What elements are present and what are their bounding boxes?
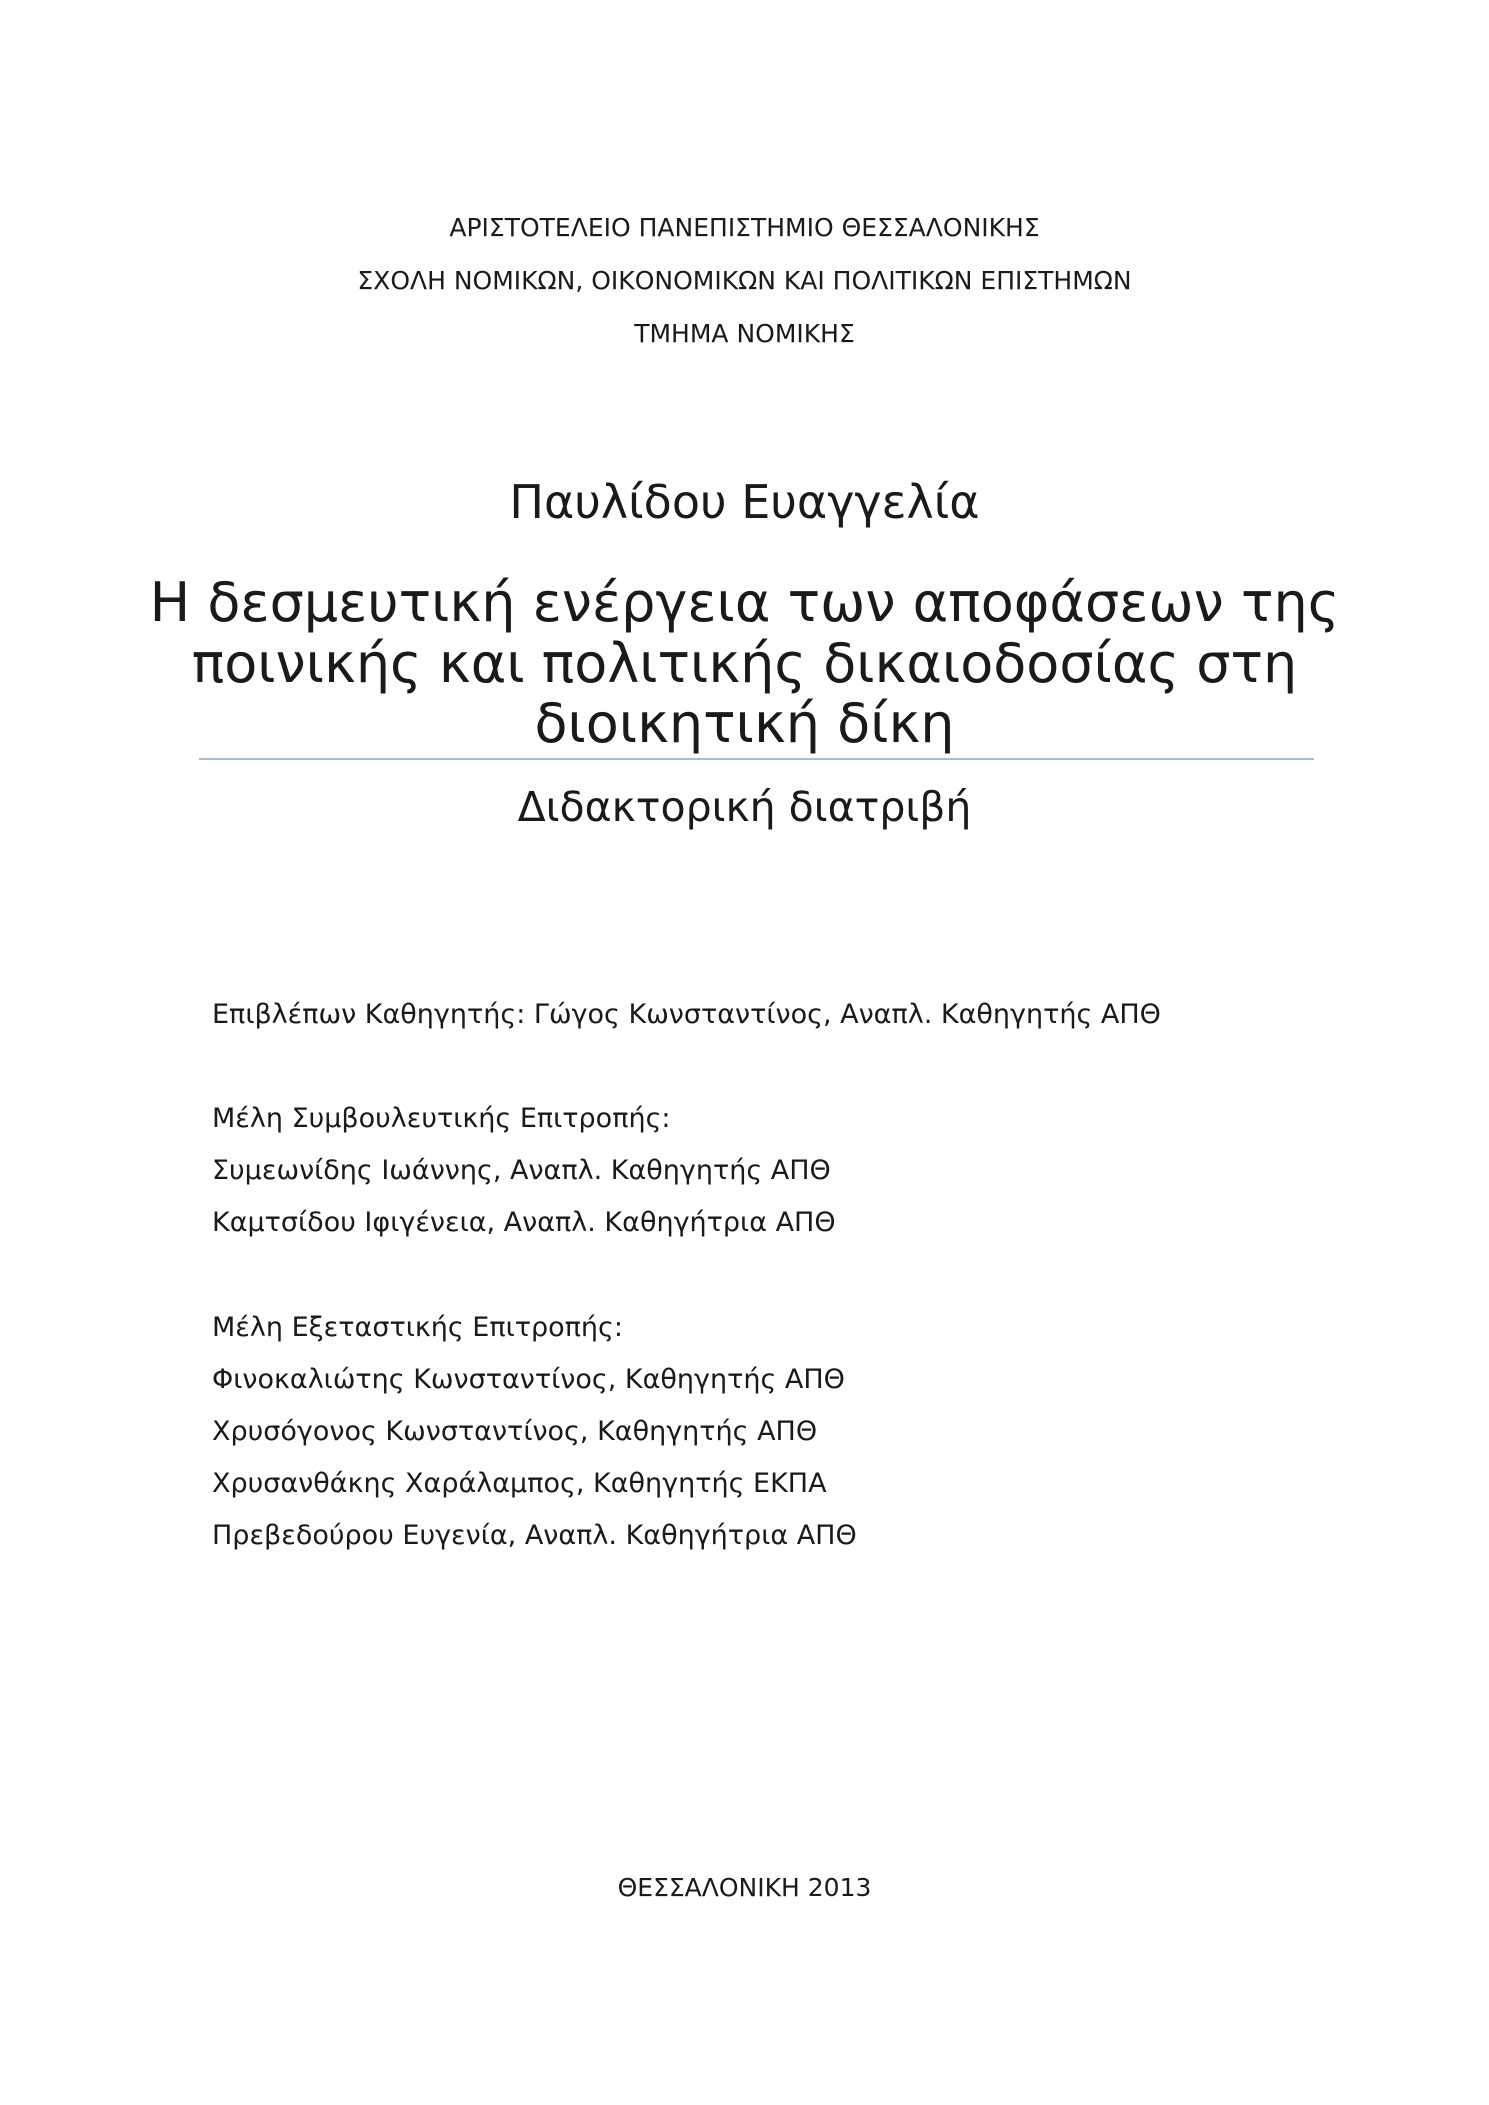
examination-member: Φινοκαλιώτης Κωνσταντίνος, Καθηγητής ΑΠΘ	[212, 1364, 845, 1395]
place-and-year: ΘΕΣΣΑΛΟΝΙΚΗ 2013	[617, 1873, 872, 1902]
thesis-title-line-3: διοικητική δίκη	[534, 692, 955, 755]
examination-member: Πρεβεδούρου Ευγενία, Αναπλ. Καθηγήτρια ΑΠΘ	[212, 1520, 857, 1551]
advisory-committee-heading: Μέλη Συμβουλευτικής Επιτροπής:	[212, 1103, 671, 1134]
thesis-title-line-1: Η δεσμευτική ενέργεια των αποφάσεων της	[149, 571, 1340, 634]
title-divider	[199, 758, 1314, 760]
advisory-member: Συμεωνίδης Ιωάννης, Αναπλ. Καθηγητής ΑΠΘ	[212, 1155, 831, 1186]
thesis-title-line-2: ποινικής και πολιτικής δικαιοδοσίας στη	[191, 632, 1298, 695]
school-name: ΣΧΟΛΗ ΝΟΜΙΚΩΝ, ΟΙΚΟΝΟΜΙΚΩΝ ΚΑΙ ΠΟΛΙΤΙΚΩΝ ΕΠΙΣΤΗΜΩΝ	[357, 266, 1132, 295]
examination-member: Χρυσόγονος Κωνσταντίνος, Καθηγητής ΑΠΘ	[212, 1416, 818, 1447]
advisory-member: Καμτσίδου Ιφιγένεια, Αναπλ. Καθηγήτρια ΑΠΘ	[212, 1207, 836, 1238]
supervisor-line: Επιβλέπων Καθηγητής: Γώγος Κωνσταντίνος, Αναπλ. Καθηγητής ΑΠΘ	[212, 999, 1161, 1030]
department-name: ΤΜΗΜΑ ΝΟΜΙΚΗΣ	[634, 319, 855, 348]
author-name: Παυλίδου Ευαγγελία	[509, 475, 980, 529]
thesis-subtitle: Διδακτορική διατριβή	[517, 783, 972, 831]
university-name: ΑΡΙΣΤΟΤΕΛΕΙΟ ΠΑΝΕΠΙΣΤΗΜΙΟ ΘΕΣΣΑΛΟΝΙΚΗΣ	[449, 213, 1040, 242]
examination-committee-heading: Μέλη Εξεταστικής Επιτροπής:	[212, 1312, 623, 1343]
examination-member: Χρυσανθάκης Χαράλαμπος, Καθηγητής ΕΚΠΑ	[212, 1468, 827, 1499]
